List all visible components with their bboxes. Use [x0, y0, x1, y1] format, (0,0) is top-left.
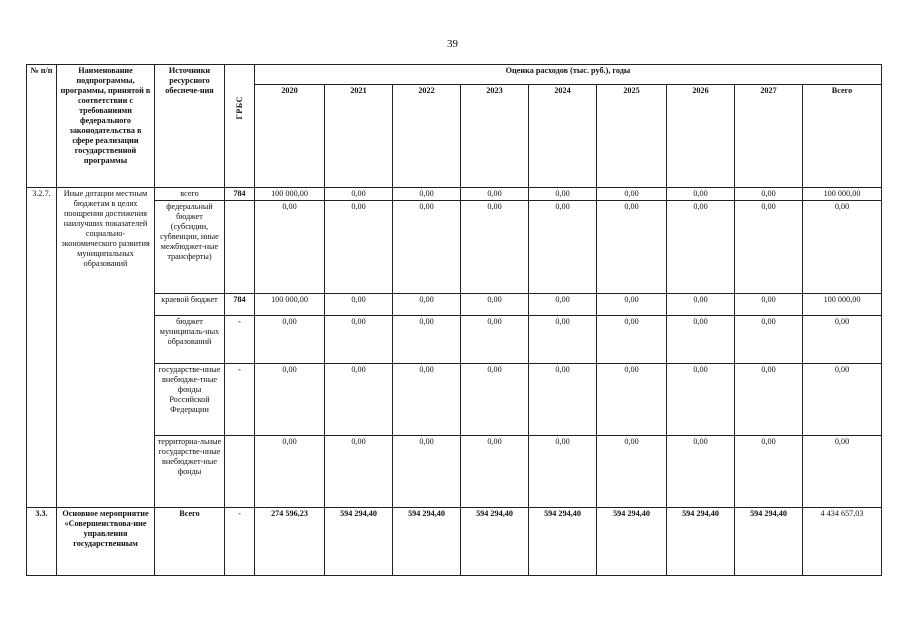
value-cell: 0,00	[735, 201, 803, 294]
value-cell: 0,00	[529, 436, 597, 508]
grbs-cell: -	[225, 508, 255, 576]
grbs-cell: 784	[225, 188, 255, 201]
value-cell: 0,00	[461, 436, 529, 508]
value-cell: 100 000,00	[255, 188, 325, 201]
source-cell: федеральный бюджет (субсидии, субвенции, иные межбюджет-ные трансферты)	[155, 201, 225, 294]
grbs-cell: 784	[225, 294, 255, 316]
year-header: 2024	[529, 85, 597, 188]
grbs-cell: -	[225, 364, 255, 436]
row-num: 3.3.	[27, 508, 57, 576]
header-grbs: ГРБС	[234, 96, 244, 120]
value-cell: 0,00	[529, 201, 597, 294]
value-cell: 0,00	[597, 316, 667, 364]
value-cell: 0,00	[529, 188, 597, 201]
value-cell: 0,00	[529, 364, 597, 436]
value-cell: 0,00	[529, 316, 597, 364]
value-cell: 0,00	[393, 201, 461, 294]
source-cell: бюджет муниципаль-ных образований	[155, 316, 225, 364]
value-cell: 4 434 657,03	[803, 508, 882, 576]
value-cell: 0,00	[803, 201, 882, 294]
header-estimate: Оценка расходов (тыс. руб.), годы	[255, 65, 882, 85]
value-cell: 0,00	[461, 294, 529, 316]
value-cell: 0,00	[255, 436, 325, 508]
page-number: 39	[447, 38, 458, 50]
year-header: 2027	[735, 85, 803, 188]
value-cell: 0,00	[255, 316, 325, 364]
value-cell: 0,00	[803, 436, 882, 508]
value-cell: 0,00	[461, 316, 529, 364]
header-num: № п/п	[27, 65, 57, 188]
grbs-cell: -	[225, 316, 255, 364]
source-cell: государстве-нные внебюдже-тные фонды Российской Федерации	[155, 364, 225, 436]
value-cell: 0,00	[393, 188, 461, 201]
year-header: 2025	[597, 85, 667, 188]
value-cell: 0,00	[667, 436, 735, 508]
header-sources: Источники ресурсного обеспече-ния	[155, 65, 225, 188]
value-cell: 594 294,40	[393, 508, 461, 576]
value-cell: 100 000,00	[803, 188, 882, 201]
value-cell: 0,00	[393, 364, 461, 436]
value-cell: 0,00	[393, 316, 461, 364]
source-cell: всего	[155, 188, 225, 201]
source-cell: Всего	[155, 508, 225, 576]
value-cell: 0,00	[393, 436, 461, 508]
value-cell: 594 294,40	[597, 508, 667, 576]
grbs-cell	[225, 436, 255, 508]
value-cell: 0,00	[325, 294, 393, 316]
year-header: 2023	[461, 85, 529, 188]
row-num: 3.2.7.	[27, 188, 57, 508]
year-header: 2026	[667, 85, 735, 188]
value-cell: 0,00	[803, 364, 882, 436]
row-name: Основное мероприятие «Совершенствова-ние управления государственным	[57, 508, 155, 576]
value-cell: 0,00	[597, 436, 667, 508]
header-grbs-cell	[225, 65, 255, 188]
value-cell: 0,00	[667, 188, 735, 201]
value-cell: 594 294,40	[529, 508, 597, 576]
source-cell: территориа-льные государстве-нные внебюджет-ные фонды	[155, 436, 225, 508]
value-cell: 0,00	[735, 294, 803, 316]
value-cell: 0,00	[735, 316, 803, 364]
value-cell: 0,00	[803, 316, 882, 364]
value-cell: 594 294,40	[667, 508, 735, 576]
grbs-cell	[225, 201, 255, 294]
row-name: Иные дотации местным бюджетам в целях поощрения достижения наилучших показателей социально-экономического развития муниципальных образований	[57, 188, 155, 508]
value-cell: 0,00	[461, 188, 529, 201]
value-cell: 0,00	[597, 201, 667, 294]
value-cell: 594 294,40	[461, 508, 529, 576]
value-cell: 0,00	[735, 364, 803, 436]
value-cell: 0,00	[529, 294, 597, 316]
source-cell: краевой бюджет	[155, 294, 225, 316]
value-cell: 0,00	[461, 201, 529, 294]
value-cell: 0,00	[735, 436, 803, 508]
value-cell: 0,00	[735, 188, 803, 201]
value-cell: 0,00	[325, 316, 393, 364]
value-cell: 0,00	[325, 364, 393, 436]
value-cell: 0,00	[325, 436, 393, 508]
header-name: Наименование подпрограммы, программы, принятой в соответствии с требованиями федерального законодательства в сфере реализации государственной программы	[57, 65, 155, 188]
value-cell: 0,00	[597, 188, 667, 201]
value-cell: 0,00	[667, 201, 735, 294]
value-cell: 594 294,40	[735, 508, 803, 576]
year-header: 2020	[255, 85, 325, 188]
value-cell: 0,00	[461, 364, 529, 436]
value-cell: 0,00	[667, 294, 735, 316]
value-cell: 100 000,00	[255, 294, 325, 316]
value-cell: 594 294,40	[325, 508, 393, 576]
year-header: 2021	[325, 85, 393, 188]
year-header: Всего	[803, 85, 882, 188]
value-cell: 100 000,00	[803, 294, 882, 316]
value-cell: 274 596,23	[255, 508, 325, 576]
value-cell: 0,00	[597, 364, 667, 436]
value-cell: 0,00	[667, 316, 735, 364]
value-cell: 0,00	[667, 364, 735, 436]
value-cell: 0,00	[393, 294, 461, 316]
value-cell: 0,00	[325, 188, 393, 201]
expenditure-table	[26, 64, 882, 576]
value-cell: 0,00	[597, 294, 667, 316]
value-cell: 0,00	[325, 201, 393, 294]
value-cell: 0,00	[255, 364, 325, 436]
year-header: 2022	[393, 85, 461, 188]
value-cell: 0,00	[255, 201, 325, 294]
